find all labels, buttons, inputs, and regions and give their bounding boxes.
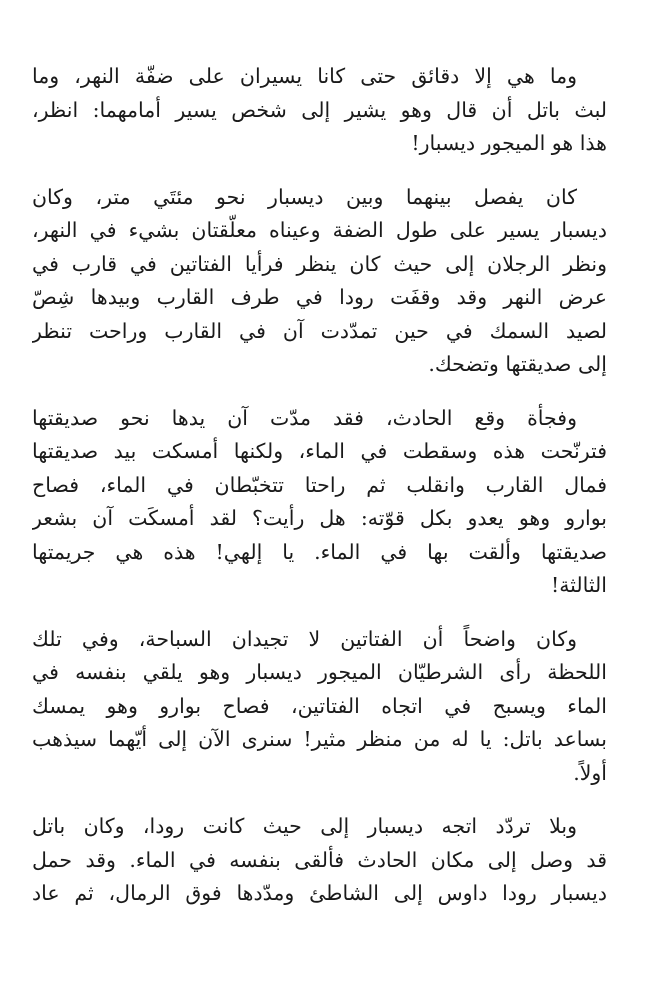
text-line: إلى صديقتها وتضحك.: [428, 352, 607, 376]
text-line: وكان واضحاً أن الفتاتين لا تجيدان السباحة، وفي تلك: [32, 626, 577, 651]
paragraph-3: [32, 402, 607, 603]
text-line: قد وصل إلى مكان الحادث فألقى بنفسه في الماء. وقد حمل: [32, 847, 607, 872]
paragraph-1: [32, 60, 607, 161]
text-line: بساعد باتل: يا له من منظر مثير! سنرى الآن إلى أيّهما سيذهب: [32, 727, 607, 751]
text-line: الماء ويسبح في اتجاه الفتاتين، فصاح بوارو وهو يمسك: [32, 693, 607, 718]
text-line: ونظر الرجلان إلى حيث كان ينظر فرأيا الفتاتين في قارب في: [32, 251, 607, 276]
text-line: فمال القارب وانقلب ثم راحتا تتخبّطان في الماء، فصاح: [32, 472, 607, 497]
text-line: كان يفصل بينهما وبين ديسبار نحو مئتَي متر، وكان: [32, 184, 577, 209]
text-line: وما هي إلا دقائق حتى كانا يسيران على ضفّة النهر، وما: [32, 64, 577, 88]
text-line: هذا هو الميجور ديسبار!: [411, 131, 607, 155]
text-line: صديقتها وألقت بها في الماء. يا إلهي! هذه هي جريمتها: [32, 539, 607, 564]
text-line: اللحظة رأى الشرطيّان الميجور ديسبار وهو يلقي بنفسه في: [32, 660, 607, 684]
paragraph-5: [32, 810, 607, 911]
text-line: ديسبار رودا داوس إلى الشاطئ ومدّدها فوق الرمال، ثم عاد: [32, 881, 607, 905]
paragraph-4: [32, 623, 607, 791]
text-line: الثالثة!: [550, 573, 607, 597]
paragraph-2: [32, 181, 607, 382]
text-line: لصيد السمك في حين تمدّدت آن في القارب وراحت تنظر: [32, 318, 607, 343]
text-line: أولاً.: [573, 760, 607, 785]
text-line: بوارو وهو يعدو بكل قوّته: هل رأيت؟ لقد أمسكَت آن بشعر: [32, 506, 607, 530]
text-line: وبلا تردّد اتجه ديسبار إلى حيث كانت رودا، وكان باتل: [32, 814, 577, 838]
text-line: وفجأة وقع الحادث، فقد مدّت آن يدها نحو صديقتها: [32, 405, 577, 430]
text-line: ديسبار يسير على طول الضفة وعيناه معلّقتان بشيء في النهر،: [32, 218, 607, 242]
text-line: فترنّحت هذه وسقطت في الماء، ولكنها أمسكت بيد صديقتها: [32, 439, 607, 463]
text-line: لبث باتل أن قال وهو يشير إلى شخص يسير أمامهما: انظر،: [32, 97, 607, 122]
text-line: عرض النهر وقد وقفَت رودا في طرف القارب وبيدها شِصّ: [32, 285, 607, 309]
